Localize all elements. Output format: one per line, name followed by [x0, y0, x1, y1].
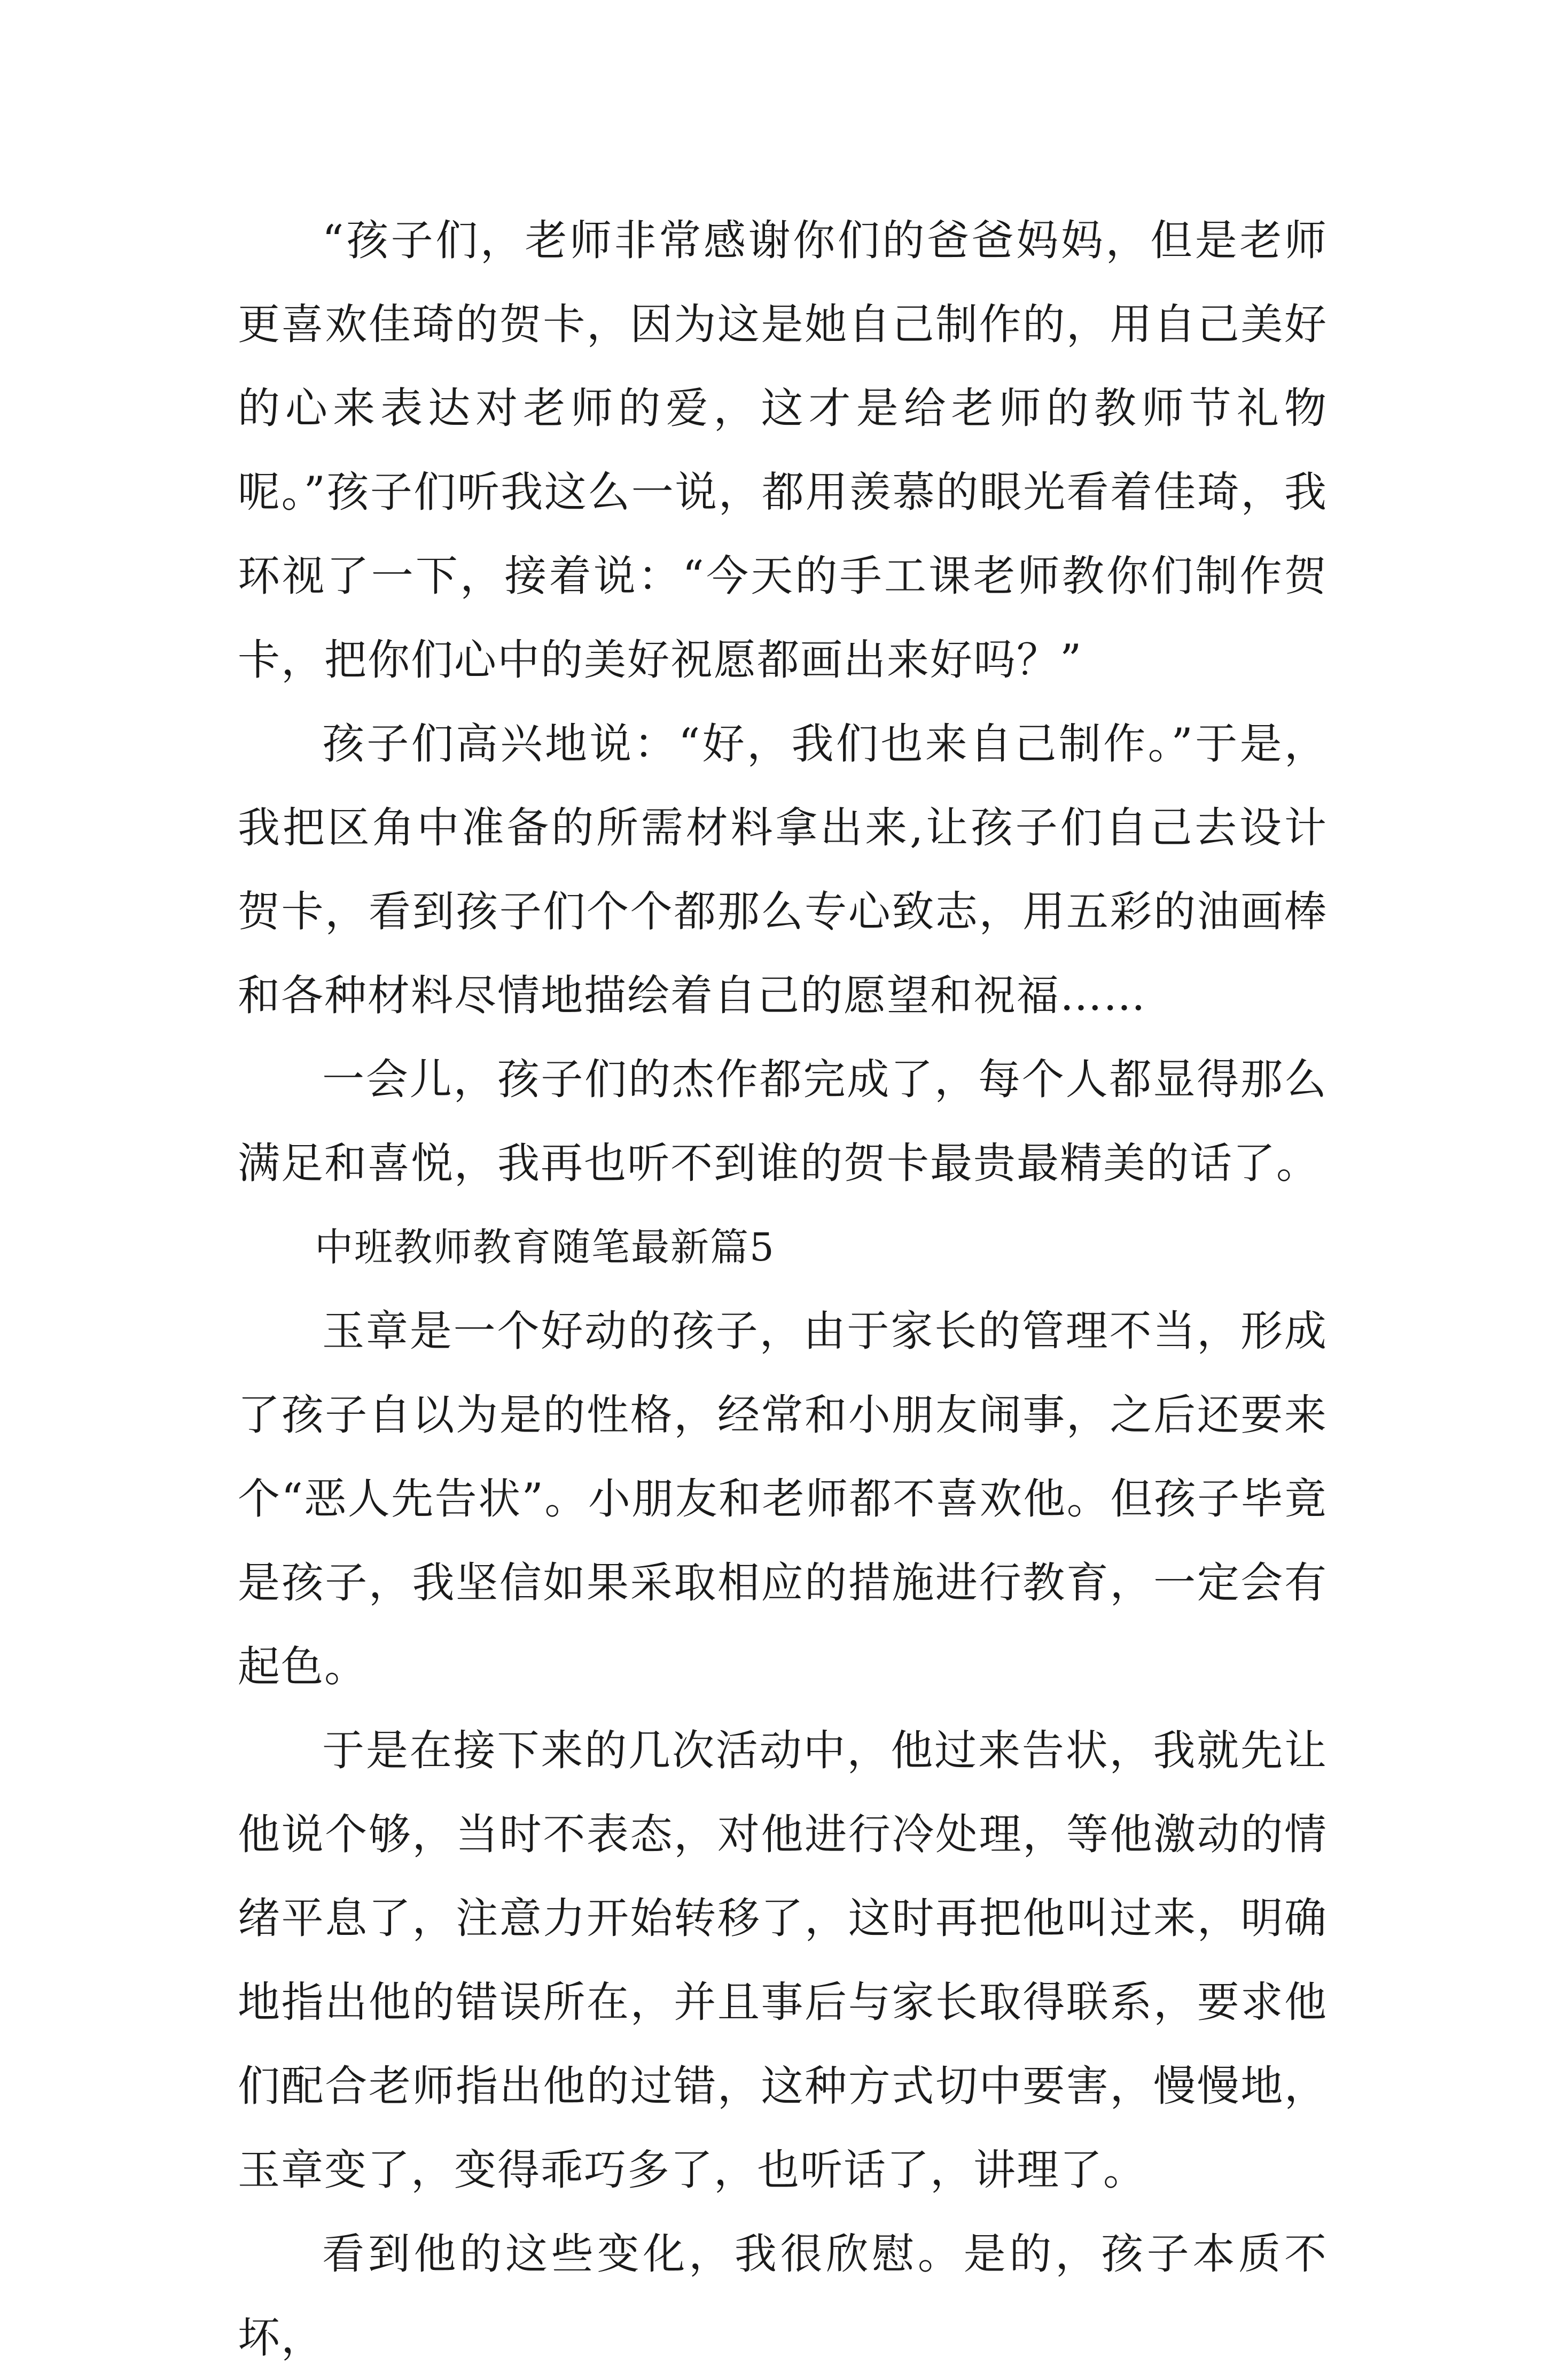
paragraph-1: “孩子们，老师非常感谢你们的爸爸妈妈，但是老师更喜欢佳琦的贺卡，因为这是她自己制作的，用自己美好的心来表达对老师的爱，这才是给老师的教师节礼物呢。”孩子们听我这么一说，都用羡慕的眼光看着佳琦，我环视了一下，接着说：“今天的手工课老师教你们制作贺卡，把你们心中的美好祝愿都画出来好吗？” — [238, 216, 1328, 685]
paragraph-2: 孩子们高兴地说：“好，我们也来自己制作。”于是，我把区角中准备的所需材料拿出来,让孩子们自己去设计贺卡，看到孩子们个个都那么专心致志，用五彩的油画棒和各种材料尽情地描绘着自己的愿望和祝福…… — [238, 719, 1328, 1020]
paragraph-5: 于是在接下来的几次活动中，他过来告状，我就先让他说个够，当时不表态，对他进行冷处理，等他激动的情绪平息了，注意力开始转移了，这时再把他叫过来，明确地指出他的错误所在，并且事后与家长取得联系，要求他们配合老师指出他的过错，这种方式切中要害，慢慢地，玉章变了，变得乖巧多了，也听话了，讲理了。 — [238, 1726, 1328, 2195]
section-title: 中班教师教育随笔最新篇5 — [315, 1225, 775, 1270]
paragraph-4: 玉章是一个好动的孩子，由于家长的管理不当，形成了孩子自以为是的性格，经常和小朋友闹事，之后还要来个“恶人先告状”。小朋友和老师都不喜欢他。但孩子毕竟是孩子，我坚信如果采取相应的措施进行教育，一定会有起色。 — [238, 1306, 1328, 1691]
paragraph-3: 一会儿，孩子们的杰作都完成了，每个人都显得那么满足和喜悦，我再也听不到谁的贺卡最贵最精美的话了。 — [238, 1055, 1328, 1188]
paragraph-6: 看到他的这些变化，我很欣慰。是的，孩子本质不坏， — [238, 2229, 1328, 2362]
document-body — [238, 199, 1328, 2380]
